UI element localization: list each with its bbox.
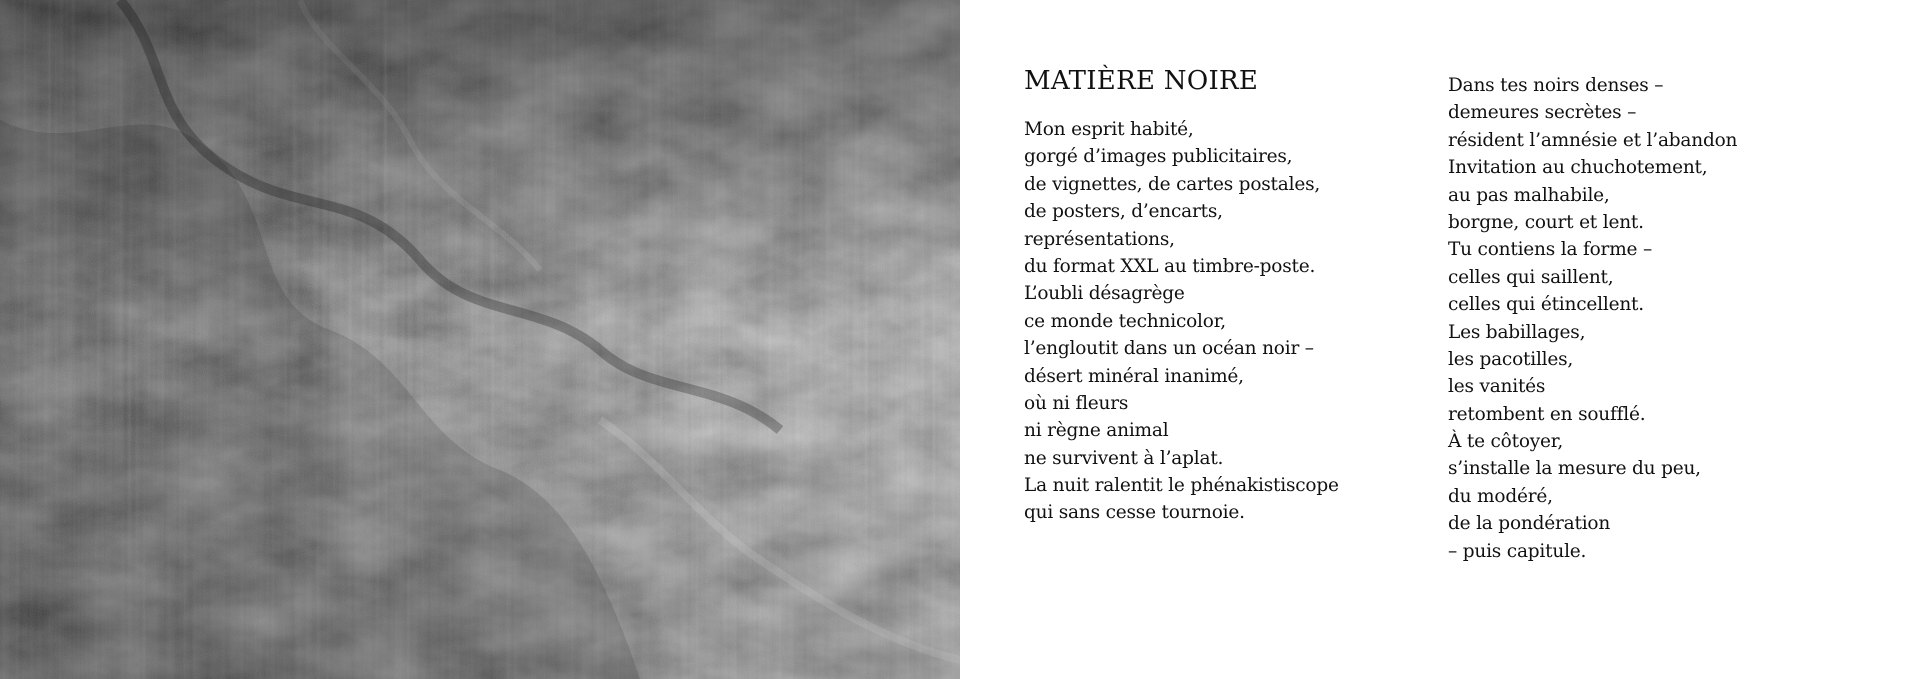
poem-right-stanza (1448, 72, 1737, 565)
poem-line: s’installe la mesure du peu, (1448, 458, 1701, 480)
poem-line: gorgé d’images publicitaires, (1024, 146, 1293, 168)
poem-line: Invitation au chuchotement, (1448, 157, 1708, 179)
poem-line: À te côtoyer, (1448, 431, 1564, 453)
poem-title: MATIÈRE NOIRE (1024, 66, 1259, 96)
poem-line: Tu contiens la forme – (1448, 239, 1653, 261)
poem-line: L’oubli désagrège (1024, 283, 1185, 305)
poem-line: Mon esprit habité, (1024, 119, 1194, 140)
poem-line: l’engloutit dans un océan noir – (1024, 338, 1314, 360)
poem-line: du modéré, (1448, 485, 1553, 507)
poem-line: ne survivent à l’aplat. (1024, 447, 1224, 469)
poem-line: qui sans cesse tournoie. (1024, 502, 1245, 524)
poem-page (960, 0, 1920, 679)
poem-line: celles qui saillent, (1448, 266, 1614, 288)
poem-line: résident l’amnésie et l’abandon (1448, 129, 1738, 151)
poem-line: ni règne animal (1024, 420, 1169, 442)
poem-line: de vignettes, de cartes postales, (1024, 173, 1321, 195)
poem-line: de posters, d’encarts, (1024, 201, 1223, 223)
poem-line: de la pondération (1448, 513, 1611, 535)
poem-line: où ni fleurs (1024, 392, 1129, 414)
poem-line: les vanités (1448, 376, 1546, 398)
poem-line: représentations, (1024, 228, 1175, 250)
poem-line: borgne, court et lent. (1448, 211, 1644, 233)
poem-line: – puis capitule. (1448, 540, 1587, 562)
poem-left-column (1024, 66, 1339, 527)
poem-line: La nuit ralentit le phénakistiscope (1024, 475, 1339, 497)
poem-line: désert minéral inanimé, (1024, 365, 1244, 387)
poem-right-column (1448, 72, 1737, 565)
poem-left-stanza (1024, 116, 1339, 527)
poem-line: Les babillages, (1448, 321, 1586, 343)
poem-line: celles qui étincellent. (1448, 294, 1644, 316)
poem-line: ce monde technicolor, (1024, 310, 1226, 332)
poem-line: Dans tes noirs denses – (1448, 75, 1664, 96)
poem-line: au pas malhabile, (1448, 184, 1610, 206)
poem-line: demeures secrètes – (1448, 102, 1637, 124)
poem-line: retombent en soufflé. (1448, 403, 1646, 425)
poem-line: du format XXL au timbre-poste. (1024, 255, 1316, 277)
poem-line: les pacotilles, (1448, 348, 1574, 370)
